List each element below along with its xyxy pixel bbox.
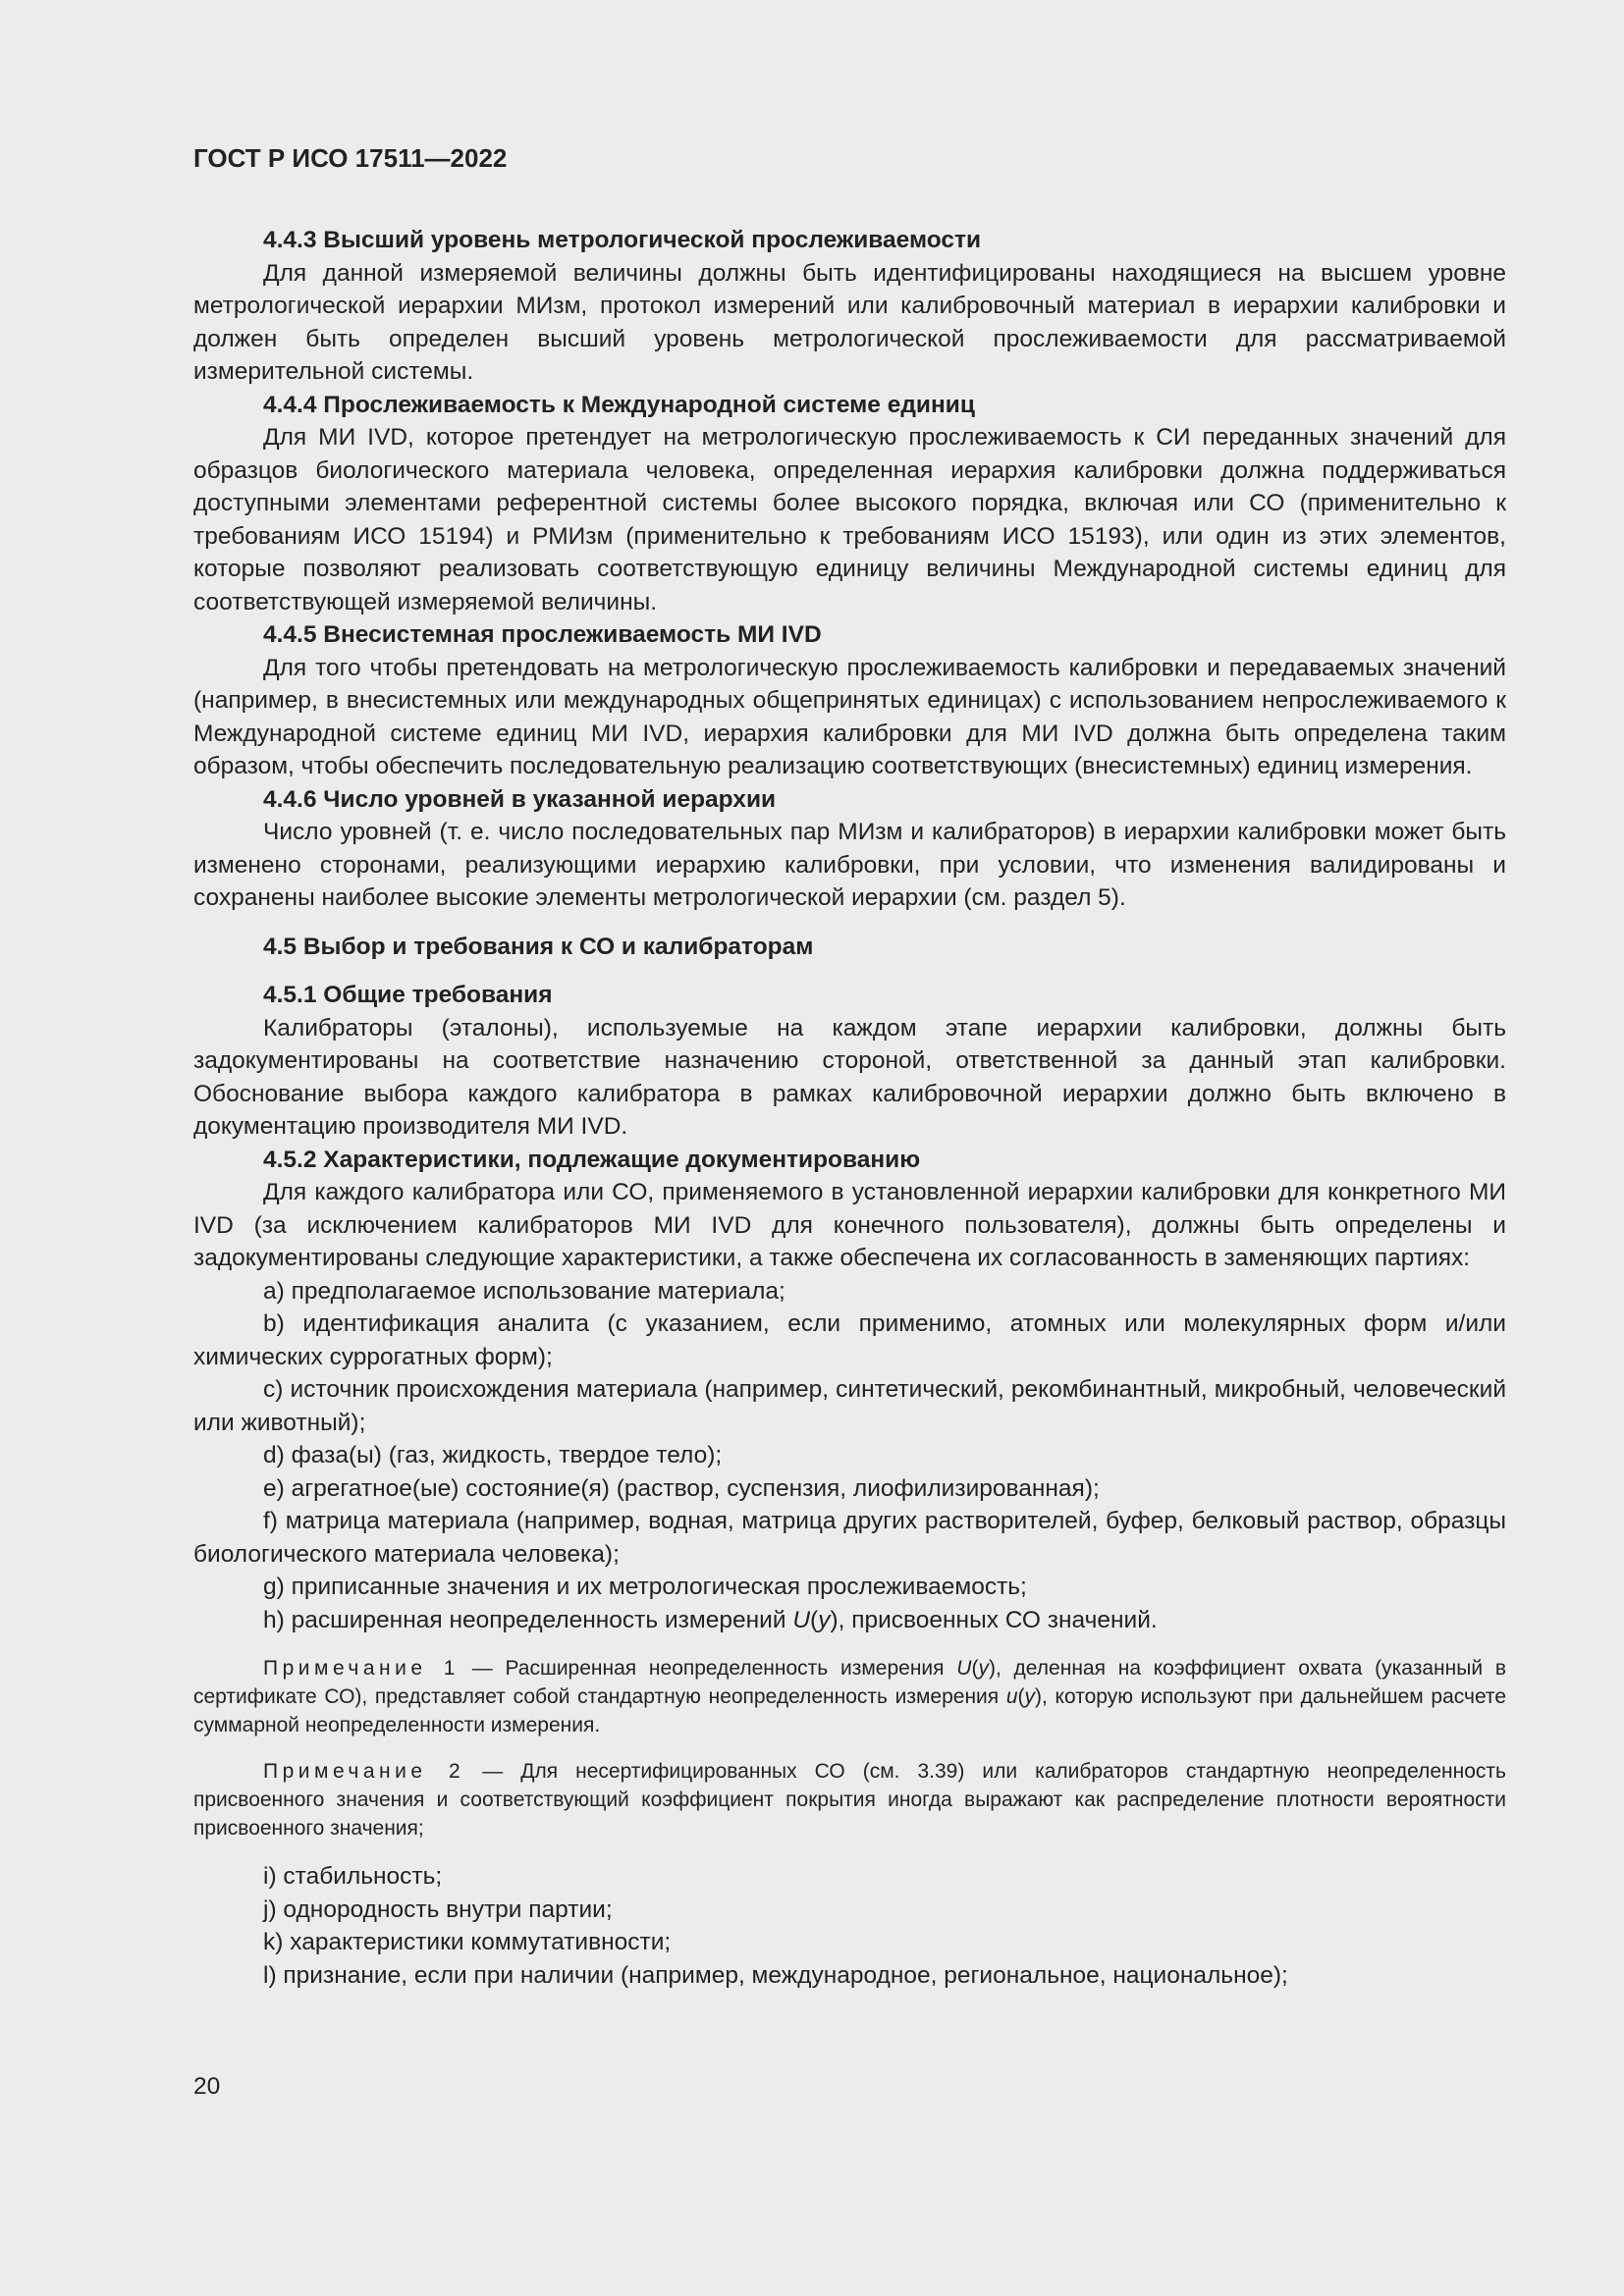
spacer [193,1842,1506,1860]
document-header: ГОСТ Р ИСО 17511—2022 [193,143,508,173]
section-heading-4-5-2: 4.5.2 Характеристики, подлежащие документированию [263,1146,921,1173]
page-content [193,143,1506,1992]
list-item-i: i) стабильность; [263,1863,443,1890]
section-heading-4-4-6: 4.4.6 Число уровней в указанной иерархии [263,785,777,813]
section-heading-4-5: 4.5 Выбор и требования к СО и калибраторам [263,933,814,960]
section-text-4-5-2: Для каждого калибратора или СО, применяемого в установленной иерархии калибровки для конкретного МИ IVD (за исключением калибраторов МИ IVD для конечного пользователя), должны быть определены и задокументированы следующие характеристики, а также обеспечена их согласованность в заменяющих партиях: [193,1179,1506,1271]
list-item-j: j) однородность внутри партии; [263,1896,613,1923]
list-item-k: k) характеристики коммутативности; [263,1929,672,1955]
section-heading-4-4-5: 4.4.5 Внесистемная прослеживаемость МИ IVD [263,621,822,648]
section-text-4-4-6: Число уровней (т. е. число последовательных пар МИзм и калибраторов) в иерархии калибровки может быть изменено сторонами, реализующими иерархию калибровки, при условии, что изменения валидированы и сохранены наиболее высокие элементы метрологической иерархии (см. раздел 5). [193,819,1506,911]
note-2-label: Примечание 2 [263,1760,465,1783]
list-item-a: a) предполагаемое использование материала; [263,1277,785,1305]
list-item-d: d) фаза(ы) (газ, жидкость, твердое тело); [263,1442,723,1468]
section-heading-4-5-1: 4.5.1 Общие требования [263,982,553,1008]
list-item-c: c) источник происхождения материала (например, синтетический, рекомбинантный, микробный, человеческий или животный); [193,1376,1506,1436]
list-item-e: e) агрегатное(ые) состояние(я) (раствор, суспензия, лиофилизированная); [263,1474,1100,1502]
list-item-f: f) матрица материала (например, водная, матрица других растворителей, буфер, белковый раствор, образцы биологического материала человека); [193,1508,1506,1568]
list-item-g: g) приписанные значения и их метрологическая прослеживаемость; [263,1574,1027,1600]
list-item-b: b) идентификация аналита (с указанием, если применимо, атомных или молекулярных форм и/или химических суррогатных форм); [193,1310,1506,1370]
list-item-l: l) признание, если при наличии (например, международное, региональное, национальное); [263,1961,1288,1989]
section-text-4-4-3: Для данной измеряемой величины должны быть идентифицированы находящиеся на высшем уровне метрологической иерархии МИзм, протокол измерений или калибровочный материал в иерархии калибровки и должен быть определен высший уровень метрологической прослеживаемости для рассматриваемой измерительной системы. [193,259,1506,385]
section-text-4-4-4: Для МИ IVD, которое претендует на метрологическую прослеживаемость к СИ переданных значений для образцов биологического материала человека, определенная иерархия калибровки должна поддерживаться доступными элементами референтной системы более высокого порядка, включая или СО (применительно к требованиям ИСО 15194) и РМИзм (применительно к требованиям ИСО 15193), или один из этих элементов, которые позволяют реализовать соответствующую единицу величины Международной системы единиц для соответствующей измеряемой величины. [193,424,1506,615]
list-item-h: h) расширенная неопределенность измерений U(y), присвоенных СО значений. [263,1606,1158,1633]
page-number: 20 [193,2073,221,2100]
section-text-4-5-1: Калибраторы (эталоны), используемые на каждом этапе иерархии калибровки, должны быть задокументированы на соответствие назначению стороной, ответственной за данный этап калибровки. Обоснование выбора каждого калибратора в рамках калибровочной иерархии должно быть включено в документацию производителя МИ IVD. [193,1014,1506,1140]
note-1-label: Примечание 1 [263,1657,460,1680]
section-text-4-4-5: Для того чтобы претендовать на метрологическую прослеживаемость калибровки и передаваемых значений (например, в внесистемных или международных общепринятых единицах) с использованием непрослеживаемого к Международной системе единиц МИ IVD, иерархия калибровки для МИ IVD должна быть определена таким образом, чтобы обеспечить последовательную реализацию соответствующих (внесистемных) единиц измерения. [193,654,1506,779]
note-1: Примечание 1 — Расширенная неопределенность измерения U(y), деленная на коэффициент охвата (указанный в сертификате СО), представляет собой стандартную неопределенность измерения u(y), которую используют при дальнейшем расчете суммарной неопределенности измерения. [193,1657,1506,1736]
section-heading-4-4-3: 4.4.3 Высший уровень метрологической прослеживаемости [263,227,982,253]
section-heading-4-4-4: 4.4.4 Прослеживаемость к Международной системе единиц [263,391,975,418]
note-2: Примечание 2 — Для несертифицированных СО (см. 3.39) или калибраторов стандартную неопределенность присвоенного значения и соответствующий коэффициент покрытия иногда выражают как распределение плотности вероятности присвоенного значения; [193,1760,1506,1840]
